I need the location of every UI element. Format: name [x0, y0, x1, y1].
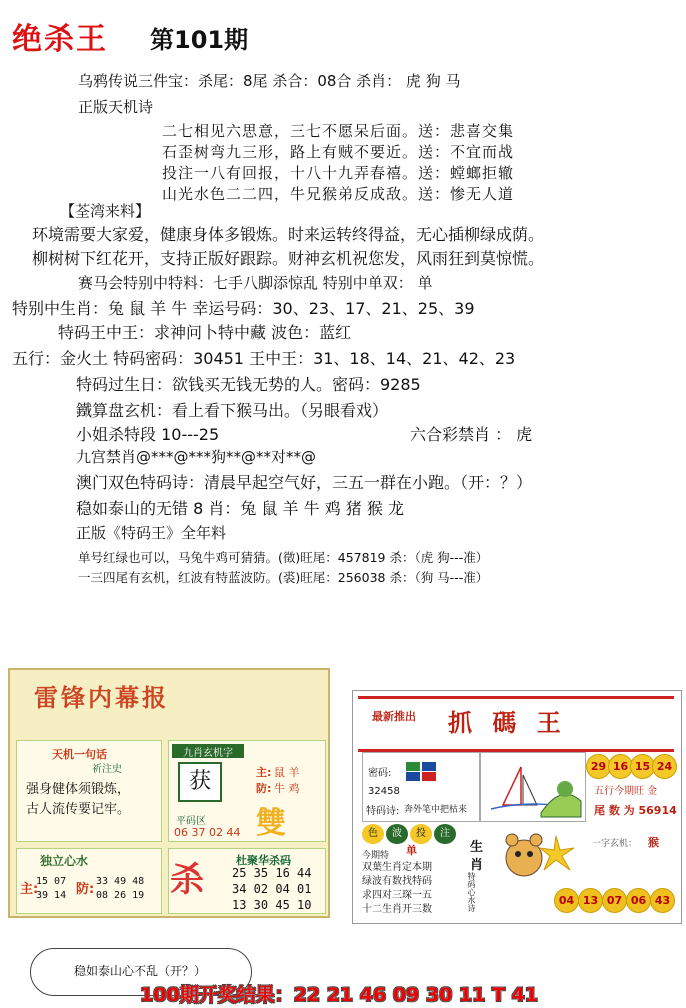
issue-number: 第101期: [150, 26, 249, 54]
line-banned-zodiac: 六合彩禁肖 ： 虎: [410, 425, 533, 444]
chip-1: 色: [362, 824, 384, 844]
ball-bottom-3: 07: [602, 888, 627, 913]
chip-4: 注: [434, 824, 456, 844]
chip-2: 波: [386, 824, 408, 844]
picture-box: [480, 752, 586, 822]
box-sentence-text-2: 古人流传要记牢。: [26, 802, 131, 817]
poem2-line-1: 双葉生肖定本期: [362, 862, 432, 873]
code-tema: 奔外笔中把枯来: [404, 805, 468, 815]
ball-top-3: 15: [630, 754, 655, 779]
poem2-line-4: 十二生肖开三数: [362, 904, 432, 915]
sailboat-icon: [481, 753, 585, 821]
box-heart-row2b: 08 26 19: [96, 890, 145, 901]
box-heart-zhu: 主:: [20, 882, 39, 897]
box-nine-nums: 06 37 02 44: [174, 826, 241, 839]
line-poem-heading: 正版天机诗: [78, 98, 154, 116]
poem2-line-3: 求四对三琛一五: [362, 890, 432, 901]
line-nine-palace: 九宫禁肖@***@***狗**@**对**@: [76, 448, 317, 466]
box-heart-row1a: 15 07: [36, 876, 67, 887]
box-sentence-sub: 祈注史: [92, 764, 122, 775]
code-mima-label: 密码:: [368, 768, 392, 779]
qi-dan: 单: [406, 844, 417, 857]
ball-top-4: 24: [652, 754, 677, 779]
code-mima: 32458: [368, 786, 400, 797]
panel-leifeng-title: 雷锋内幕报: [34, 683, 169, 712]
box-kill-char: 杀: [170, 860, 204, 900]
ball-bottom-5: 43: [650, 888, 675, 913]
ball-top-1: 29: [586, 754, 611, 779]
box-heart-row1b: 33 49 48: [96, 876, 145, 887]
five-element-text: 五行今期旺 金: [594, 786, 658, 797]
poem-line-1: 二七相见六思意，三七不愿呆后面。送：悲喜交集: [162, 122, 515, 140]
code-tema-label: 特码诗:: [366, 806, 400, 817]
line-triple-treasure: 乌鸦传说三件宝：杀尾：8尾 杀合：08合 杀肖： 虎 狗 马: [78, 72, 461, 90]
tehao-label: 特码心水诗: [467, 872, 476, 912]
mascot-icon: [494, 826, 584, 886]
box-nine-sub: 平码区: [176, 816, 206, 827]
box-nine-zhu-label: 主:: [256, 766, 272, 779]
line-abacus: 鐵算盘玄机：看上看下猴马出。（另眼看戏）: [76, 401, 389, 420]
logo-icon: [406, 760, 438, 782]
zi-label: 一字玄机：: [592, 839, 638, 849]
line-kill-range: 小姐杀特段 10---25: [76, 425, 220, 444]
line-birthday: 特码过生日：欲钱买无钱无势的人。密码：9285: [76, 375, 421, 394]
line-full-year: 正版《特码王》全年料: [76, 524, 227, 542]
box-kill-row1: 25 35 16 44: [232, 866, 312, 880]
poem-line-3: 投注一八有回报，十八十九弄春禧。送：螳螂拒辙: [162, 164, 515, 182]
ball-bottom-2: 13: [578, 888, 603, 913]
box-heart-row2a: 39 14: [36, 890, 67, 901]
line-horse-special: 赛马会特别中特料：七手八脚添惊乱 特别中单双： 单: [78, 274, 433, 292]
page-title: 绝杀王: [12, 22, 108, 57]
line-five-elements: 五行：金火土 特码密码：30451 王中王：31、18、14、21、42、23: [12, 349, 516, 368]
ball-bottom-1: 04: [554, 888, 579, 913]
poem2-line-2: 绿波有数找特码: [362, 876, 432, 887]
box-nine-heading: 九肖玄机字: [172, 744, 244, 758]
xiao-char: 肖: [470, 858, 484, 873]
line-macau-poem: 澳门双色特码诗：清晨早起空气好，三五一群在小跑。（开：？）: [76, 473, 533, 492]
poem-line-2: 石歪树弯九三形，路上有贼不要近。送：不宜而战: [162, 143, 515, 161]
box-kill-row3: 13 30 45 10: [232, 898, 312, 912]
source-label: 【荃湾来料】: [60, 202, 151, 220]
cloud-text: 稳如泰山心不乱（开？）: [74, 964, 207, 978]
poem-line-4: 山光水色二二四，牛兄猴弟反成敌。送：惨无人道: [162, 185, 515, 203]
verse-line-1: 环境需要大家爱，健康身体多锻炼。时来运转终得益，无心插柳绿成荫。: [32, 225, 545, 244]
line-king: 特码王中王：求神问卜特中藏 波色：蓝红: [58, 323, 352, 342]
line-zodiac-lucky: 特别中生肖：兔 鼠 羊 牛 幸运号码：30、23、17、21、25、39: [12, 299, 475, 318]
tail-number-text: 尾 数 为 56914: [594, 804, 677, 817]
box-nine-big-char: 雙: [256, 806, 286, 841]
box-sentence-heading: 天机一句话: [52, 748, 107, 761]
box-nine-zhu: 鼠 羊: [274, 766, 300, 779]
box-nine-char: 获: [178, 762, 222, 802]
box-kill-heading: 杜聚华杀码: [236, 854, 291, 867]
box-kill-row2: 34 02 04 01: [232, 882, 312, 896]
panel-zhuamawang-title: 抓 碼 王: [448, 708, 567, 737]
sheng-char: 生: [470, 840, 484, 855]
line-tail-1: 单号红绿也可以，马兔牛鸡可猜猜。(徵)旺尾：457819 杀：（虎 狗---准）: [78, 550, 489, 565]
box-nine-fang: 牛 鸡: [274, 782, 300, 795]
chip-3: 投: [410, 824, 432, 844]
ball-bottom-4: 06: [626, 888, 651, 913]
zi-value: 猴: [648, 836, 659, 849]
box-heart-fang: 防:: [76, 882, 95, 897]
panel-zhuamawang-tag: 最新推出: [372, 710, 416, 723]
box-nine-fang-label: 防:: [256, 782, 272, 795]
ball-top-2: 16: [608, 754, 633, 779]
draw-result: 100期开奖结果：22 21 46 09 30 11 T 41: [140, 984, 539, 1006]
box-sentence-text-1: 强身健体须锻炼，: [26, 782, 131, 797]
qi-label: 今期特: [362, 851, 390, 861]
line-eight-zodiac: 稳如泰山的无错 8 肖：兔 鼠 羊 牛 鸡 猪 猴 龙: [76, 499, 404, 518]
line-tail-2: 一三四尾有玄机，红波有特蓝波防。(裘)旺尾：256038 杀：（狗 马---准）: [78, 570, 489, 585]
box-heart-heading: 独立心水: [40, 854, 89, 868]
verse-line-2: 柳树树下红花开，支持正版好跟踪。财神玄机祝您发，风雨狂到莫惊慌。: [32, 249, 545, 268]
